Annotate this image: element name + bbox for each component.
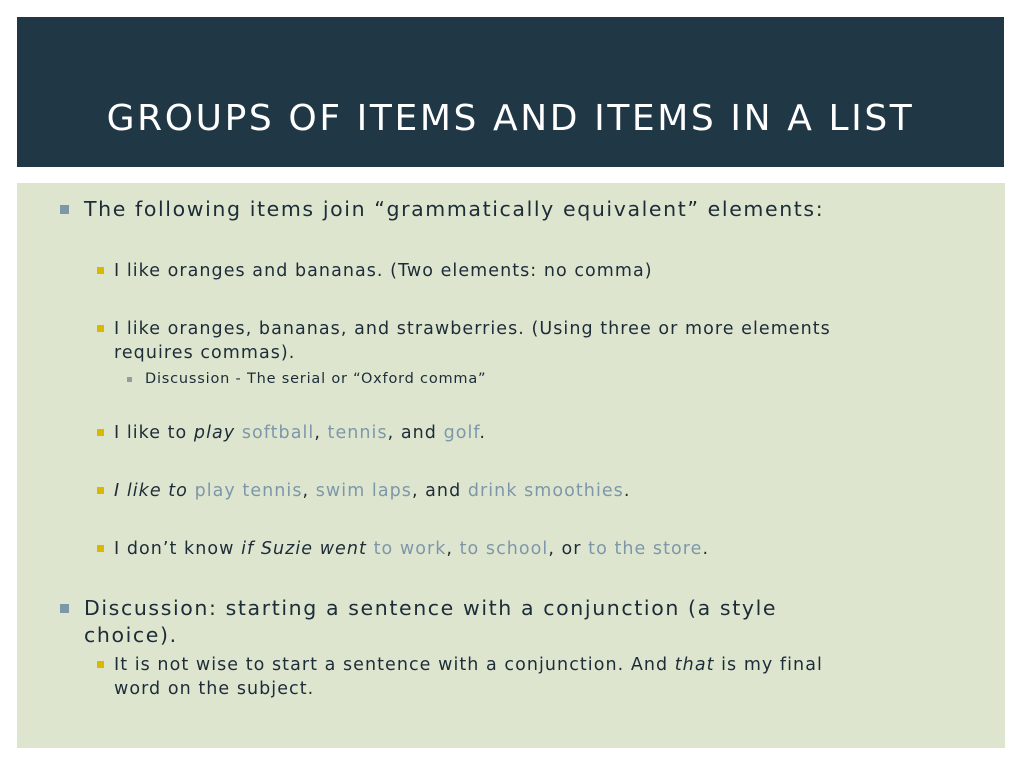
highlight-tennis: tennis <box>327 423 388 443</box>
text-segment: I don’t know <box>114 539 242 559</box>
text-emphasis: that <box>674 655 715 675</box>
bullet-not-wise-line2: word on the subject. <box>114 679 315 699</box>
text-segment: I like to <box>114 423 194 443</box>
bullet-play-sports <box>114 421 486 445</box>
level1-bullet-icon <box>60 604 69 613</box>
slide-title: GROUPS OF ITEMS AND ITEMS IN A LIST <box>106 98 915 139</box>
level3-bullet-icon <box>127 377 132 382</box>
text-segment: , or <box>548 539 589 559</box>
highlight-to-the-store: to the store <box>588 539 703 559</box>
level2-bullet-icon <box>97 545 104 552</box>
text-segment <box>367 539 374 559</box>
text-segment: . <box>623 481 631 501</box>
bullet-activities <box>114 479 630 503</box>
level2-bullet-icon <box>97 429 104 436</box>
text-emphasis: play <box>193 423 236 443</box>
text-segment <box>235 423 242 443</box>
title-band <box>17 17 1004 167</box>
level2-bullet-icon <box>97 661 104 668</box>
content-area <box>17 183 1005 748</box>
text-segment: , <box>314 423 328 443</box>
bullet-conjunction-line1: Discussion: starting a sentence with a conjunction (a style <box>84 596 778 620</box>
text-emphasis: if Suzie went <box>241 539 367 559</box>
bullet-grammatically-equivalent: The following items join “grammatically equivalent” elements: <box>84 197 825 221</box>
level2-bullet-icon <box>97 487 104 494</box>
highlight-drink-smoothies: drink smoothies <box>467 481 624 501</box>
text-emphasis: I like to <box>114 481 188 501</box>
highlight-swim-laps: swim laps <box>315 481 412 501</box>
bullet-three-elements-line2: requires commas). <box>114 343 296 363</box>
highlight-play-tennis: play tennis <box>194 481 303 501</box>
highlight-to-work: to work <box>373 539 447 559</box>
level2-bullet-icon <box>97 267 104 274</box>
bullet-oxford-comma: Discussion - The serial or “Oxford comma” <box>145 371 487 387</box>
text-segment: is my final <box>714 655 823 675</box>
bullet-conjunction-line2: choice). <box>84 623 178 647</box>
level1-bullet-icon <box>60 205 69 214</box>
highlight-golf: golf <box>443 423 480 443</box>
text-segment: . <box>702 539 710 559</box>
level2-bullet-icon <box>97 325 104 332</box>
text-segment: , and <box>411 481 468 501</box>
highlight-to-school: to school <box>459 539 549 559</box>
bullet-not-wise-line1 <box>114 653 823 677</box>
bullet-two-elements: I like oranges and bananas. (Two elements: no comma) <box>114 261 653 281</box>
text-segment: , <box>302 481 316 501</box>
bullet-three-elements-line1: I like oranges, bananas, and strawberries. (Using three or more elements <box>114 319 831 339</box>
text-segment: , and <box>387 423 444 443</box>
text-segment <box>188 481 195 501</box>
highlight-softball: softball <box>241 423 315 443</box>
text-segment: . <box>479 423 486 443</box>
bullet-suzie <box>114 537 709 561</box>
text-segment: It is not wise to start a sentence with a conjunction. And <box>114 655 675 675</box>
text-segment: , <box>446 539 460 559</box>
